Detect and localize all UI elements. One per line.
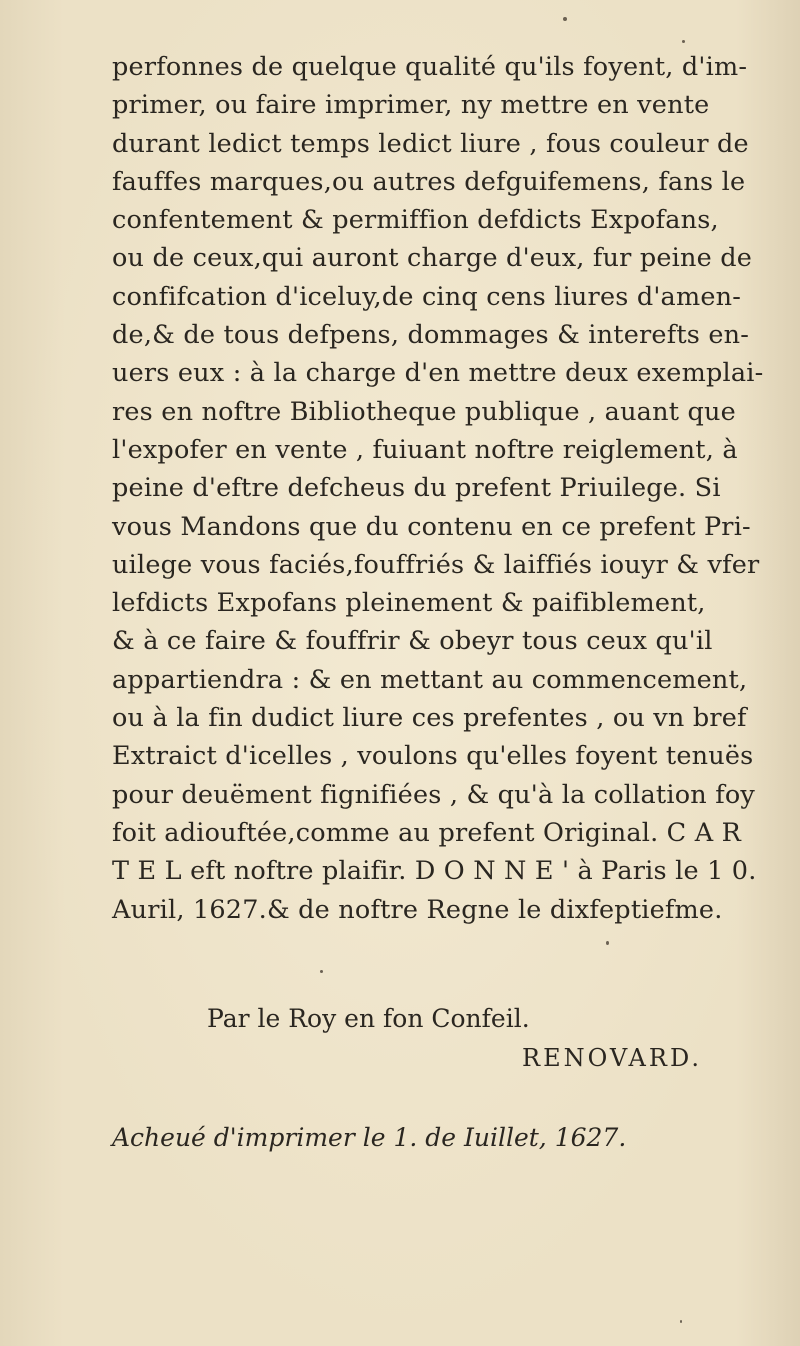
text-line: appartiendra : & en mettant au commencement, — [112, 664, 748, 695]
text-line: pour deuëment fignifiées , & qu'à la collation foy — [112, 779, 756, 810]
ink-speck — [606, 941, 609, 945]
text-line: uilege vous faciés,fouffriés & laiffiés iouyr & vfer — [112, 549, 760, 580]
text-line: primer, ou faire imprimer, ny mettre en vente — [112, 90, 710, 121]
ink-speck — [680, 1320, 682, 1323]
text-line: peine d'eftre defcheus du prefent Priuilege. Si — [112, 473, 721, 504]
text-line: Auril, 1627.& de noftre Regne le dixfeptiefme. — [112, 894, 723, 925]
text-line: & à ce faire & fouffrir & obeyr tous ceux qu'il — [112, 626, 713, 657]
text-line: foit adiouftée,comme au prefent Original. C A R — [112, 817, 742, 848]
text-line: uers eux : à la charge d'en mettre deux exemplai- — [112, 358, 764, 389]
signer-name: RENOVARD. — [522, 1044, 702, 1072]
text-line: l'expofer en vente , fuiuant noftre reiglement, à — [112, 434, 738, 465]
text-line: durant ledict temps ledict liure , fous couleur de — [112, 128, 749, 159]
ink-speck — [563, 17, 567, 21]
text-line: ou à la fin dudict liure ces prefentes , ou vn bref — [112, 703, 747, 734]
text-line: vous Mandons que du contenu en ce prefent Pri- — [112, 511, 751, 542]
royal-signature-line: Par le Roy en fon Confeil. — [207, 1004, 530, 1033]
text-line: perfonnes de quelque qualité qu'ils foyent, d'im- — [112, 52, 748, 82]
ink-speck — [320, 970, 323, 973]
text-line: fauffes marques,ou autres defguifemens, fans le — [112, 166, 746, 197]
text-line: ou de ceux,qui auront charge d'eux, fur peine de — [112, 243, 753, 274]
text-line: confifcation d'iceluy,de cinq cens liures d'amen- — [112, 281, 742, 312]
text-line: confentement & permiffion defdicts Expofans, — [112, 205, 719, 236]
text-line: T E L eft noftre plaifir. D O N N E ' à Paris le 1 0. — [112, 856, 757, 887]
text-line: Extraict d'icelles , voulons qu'elles foyent tenuës — [112, 741, 754, 772]
text-line: de,& de tous defpens, dommages & interefts en- — [112, 320, 750, 351]
text-line: res en noftre Bibliotheque publique , auant que — [112, 396, 736, 427]
ink-speck — [682, 40, 685, 43]
privilege-text — [112, 48, 800, 929]
text-line: lefdicts Expofans pleinement & paifiblement, — [112, 588, 706, 619]
colophon: Acheué d'imprimer le 1. de Iuillet, 1627. — [112, 1123, 627, 1152]
